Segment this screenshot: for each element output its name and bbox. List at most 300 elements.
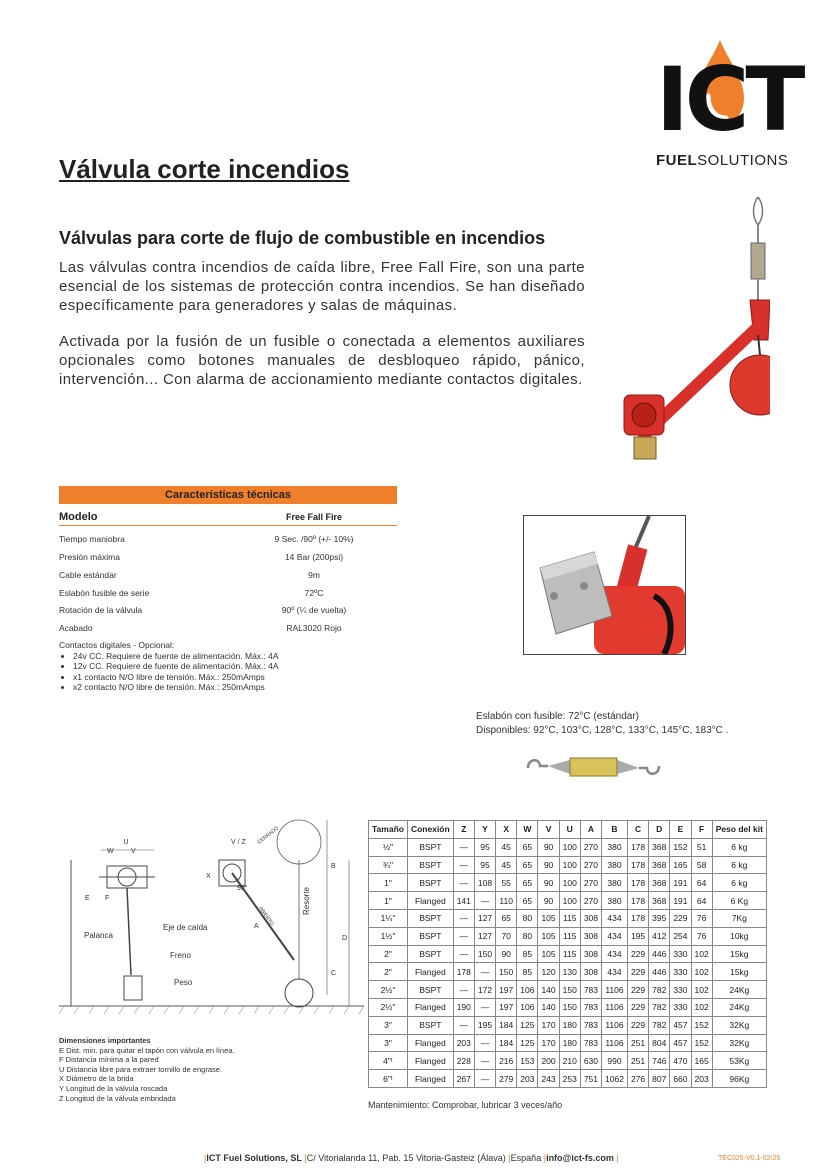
spec-row: Cable estándar 9m [59,570,320,580]
table-cell: 251 [627,1034,648,1052]
intro-paragraph: Las válvulas contra incendios de caída libre, Free Fall Fire, son una parte esencial de los sistemas de protección contra incendios. Se han diseñado específicamente para generadores y salas de máquinas. [59,259,585,314]
dim-u-label: U [123,839,129,846]
table-cell: — [453,945,474,963]
table-row [369,981,767,999]
table-cell: 368 [649,874,670,892]
table-cell: — [453,927,474,945]
table-cell: 90 [538,856,559,874]
table-cell: 127 [474,909,495,927]
dimension-item: Y Longitud de la válvula roscada [59,1083,168,1093]
peso-label: Peso [174,978,193,987]
section-subtitle: Válvulas para corte de flujo de combustible en incendios [59,228,546,248]
table-cell: 229 [627,981,648,999]
table-cell: 330 [670,981,691,999]
model-value: Free Fall Fire [285,512,343,522]
table-header-cell: W [517,821,538,839]
table-cell: 102 [691,963,712,981]
table-cell: 80 [517,927,538,945]
table-row [369,838,767,856]
table-cell: 368 [649,838,670,856]
table-cell: 380 [602,874,628,892]
table-cell: 279 [496,1070,517,1088]
table-cell: 1½" [369,927,408,945]
table-cell: 106 [517,998,538,1016]
table-cell: 782 [649,981,670,999]
table-cell: — [474,1070,495,1088]
logo-ict-text: ICT [656,48,802,151]
dim-e-label: E [85,895,90,902]
spec-row: Eslabón fusible de serie 72ºC [59,588,324,598]
table-cell: 270 [580,892,601,910]
table-cell: — [474,963,495,981]
table-cell: 368 [649,856,670,874]
table-header-cell: X [496,821,517,839]
table-cell: 102 [691,945,712,963]
table-cell: 630 [580,1052,601,1070]
table-cell: 85 [517,963,538,981]
table-cell: 152 [691,1016,712,1034]
table-row [369,927,767,945]
table-cell: 216 [496,1052,517,1070]
table-cell: 434 [602,909,628,927]
table-cell: 24Kg [712,981,766,999]
table-cell: BSPT [407,927,453,945]
table-cell: — [453,856,474,874]
table-cell: 100 [559,874,580,892]
table-cell: 184 [496,1016,517,1034]
table-cell: Flanged [407,963,453,981]
table-cell: 308 [580,927,601,945]
table-cell: 1106 [602,998,628,1016]
table-cell: 308 [580,963,601,981]
table-cell: 178 [627,909,648,927]
table-cell: 165 [691,1052,712,1070]
spec-row: Acabado RAL3020 Rojo [59,623,342,633]
table-cell: 6 Kg [712,892,766,910]
table-cell: — [474,892,495,910]
table-cell: 90 [538,874,559,892]
valve-product-image [620,195,770,475]
table-cell: 64 [691,892,712,910]
fusible-standard: Eslabón con fusible: 72°C (estándar) [476,711,639,722]
footer-company: ICT Fuel Solutions, SL [206,1153,302,1163]
table-cell: 807 [649,1070,670,1088]
table-cell: BSPT [407,838,453,856]
table-cell: 253 [559,1070,580,1088]
dim-w-label: W [107,848,114,855]
table-cell: 195 [474,1016,495,1034]
closed-label: CERRADO [256,825,280,846]
dim-f-label: F [105,895,110,902]
table-cell: 6"ᵗ [369,1070,408,1088]
table-row [369,892,767,910]
table-cell: 2½" [369,998,408,1016]
table-cell: 434 [602,963,628,981]
table-cell: 2" [369,945,408,963]
table-cell: 229 [627,998,648,1016]
maintenance-note: Mantenimiento: Comprobar, lubricar 3 veces/año [368,1100,563,1110]
table-cell: — [453,909,474,927]
table-cell: 170 [538,1016,559,1034]
table-cell: 330 [670,963,691,981]
table-cell: 783 [580,1034,601,1052]
contact-item: • 24v CC. Requiere de fuente de alimentación. Máx.: 4A [73,651,397,662]
table-cell: 76 [691,927,712,945]
table-cell: 1106 [602,981,628,999]
table-cell: 380 [602,856,628,874]
table-cell: 783 [580,981,601,999]
table-cell: BSPT [407,981,453,999]
table-cell: 115 [559,945,580,963]
table-cell: 197 [496,981,517,999]
table-cell: 105 [538,909,559,927]
table-row [369,1052,767,1070]
table-cell: 270 [580,874,601,892]
table-cell: 85 [517,945,538,963]
table-cell: 380 [602,838,628,856]
table-cell: 70 [496,927,517,945]
table-cell: 251 [627,1052,648,1070]
dim-b-label: B [331,863,336,870]
table-cell: 990 [602,1052,628,1070]
digital-contacts [59,640,397,693]
table-header-cell: D [649,821,670,839]
logo-subtitle: FUELSOLUTIONS [656,152,789,169]
table-cell: 153 [517,1052,538,1070]
table-header-cell: F [691,821,712,839]
table-cell: 125 [517,1016,538,1034]
table-cell: 1" [369,874,408,892]
table-cell: 804 [649,1034,670,1052]
table-cell: Flanged [407,998,453,1016]
page-title: Válvula corte incendios [59,154,350,184]
table-cell: 55 [496,874,517,892]
table-cell: 130 [559,963,580,981]
table-cell: 203 [517,1070,538,1088]
table-row [369,945,767,963]
table-cell: — [474,1034,495,1052]
table-cell: 110 [496,892,517,910]
table-cell: BSPT [407,856,453,874]
table-cell: Flanged [407,1052,453,1070]
table-cell: 65 [517,856,538,874]
table-header-cell: Y [474,821,495,839]
table-row [369,1034,767,1052]
table-cell: 1" [369,892,408,910]
table-cell: 10kg [712,927,766,945]
table-cell: 24Kg [712,998,766,1016]
table-cell: 65 [517,874,538,892]
table-cell: 267 [453,1070,474,1088]
table-cell: 32Kg [712,1034,766,1052]
table-cell: 76 [691,909,712,927]
table-cell: 229 [627,945,648,963]
footer-address: C/ Vitorialanda 11, Pab. 15 Vitoria-Gasteiz (Álava) [306,1153,506,1163]
table-cell: 229 [627,963,648,981]
freno-label: Freno [170,951,191,960]
table-cell: 127 [474,927,495,945]
table-cell: BSPT [407,945,453,963]
kit-dimensions-table [368,820,767,1088]
table-cell: 115 [559,909,580,927]
table-row [369,909,767,927]
dimension-item: Z Longitud de la válvula embridada [59,1093,176,1103]
document-code: TEC025-V0.1-02/25 [718,1155,781,1162]
table-cell: 243 [538,1070,559,1088]
table-cell: 58 [691,856,712,874]
table-cell: 178 [627,838,648,856]
dim-v-label: V [131,848,136,855]
table-cell: 1¼" [369,909,408,927]
table-cell: 141 [453,892,474,910]
table-header-cell: Tamaño [369,821,408,839]
table-cell: 270 [580,856,601,874]
table-cell: 90 [538,892,559,910]
table-cell: 178 [453,963,474,981]
table-header-cell: Z [453,821,474,839]
table-cell: 200 [538,1052,559,1070]
table-header-cell: U [559,821,580,839]
table-cell: 120 [538,963,559,981]
table-cell: — [474,998,495,1016]
actuator-photo [523,515,686,655]
table-cell: 228 [453,1052,474,1070]
table-cell: 180 [559,1016,580,1034]
table-header-cell: Conexión [407,821,453,839]
specs-header: Características técnicas [59,486,397,504]
table-cell: 125 [517,1034,538,1052]
table-cell: 150 [496,963,517,981]
dimensions-title: Dimensiones importantes [59,1036,151,1045]
table-cell: 96Kg [712,1070,766,1088]
table-cell: 3" [369,1034,408,1052]
table-cell: 782 [649,998,670,1016]
table-cell: 15kg [712,945,766,963]
table-cell: 7Kg [712,909,766,927]
table-cell: 105 [538,927,559,945]
table-cell: 330 [670,998,691,1016]
spec-row: Tiempo maniobra 9 Sec. /90º (+/- 10%) [59,534,354,544]
dim-vz-label: V / Z [231,839,246,846]
table-cell: 105 [538,945,559,963]
table-cell: 170 [538,1034,559,1052]
table-cell: 412 [649,927,670,945]
table-cell: 191 [670,874,691,892]
important-dimensions [59,1036,235,1103]
contact-item: • x2 contacto N/O libre de tensión. Máx.: 250mAmps [73,682,397,693]
fusible-link-image [526,752,661,782]
table-cell: 434 [602,927,628,945]
table-cell: 95 [474,838,495,856]
table-cell: 434 [602,945,628,963]
table-cell: 80 [517,909,538,927]
table-cell: 65 [517,892,538,910]
table-cell: Flanged [407,1070,453,1088]
table-cell: — [453,838,474,856]
footer-country: España [510,1153,542,1163]
table-cell: 51 [691,838,712,856]
table-row [369,1070,767,1088]
table-cell: 380 [602,892,628,910]
table-cell: 254 [670,927,691,945]
table-cell: 65 [517,838,538,856]
table-cell: 446 [649,963,670,981]
dim-x-label: X [206,873,211,880]
table-row [369,874,767,892]
table-cell: 150 [559,998,580,1016]
table-cell: 203 [691,1070,712,1088]
table-cell: 106 [517,981,538,999]
table-cell: 178 [627,874,648,892]
dimension-item: F Distancia mínima a la pared [59,1055,159,1065]
table-cell: 6 kg [712,838,766,856]
table-row [369,1016,767,1034]
table-header-cell: A [580,821,601,839]
table-cell: 276 [627,1070,648,1088]
table-cell: 115 [559,927,580,945]
table-header-cell: E [670,821,691,839]
contact-item: • 12v CC. Requiere de fuente de alimentación. Máx.: 4A [73,661,397,672]
table-cell: 210 [559,1052,580,1070]
specs-model-row [59,511,397,526]
table-cell: 746 [649,1052,670,1070]
contact-item: • x1 contacto N/O libre de tensión. Máx.: 250mAmps [73,672,397,683]
table-cell: 102 [691,981,712,999]
table-cell: — [453,874,474,892]
table-cell: 102 [691,998,712,1016]
table-cell: 172 [474,981,495,999]
table-cell: 203 [453,1034,474,1052]
table-cell: 751 [580,1070,601,1088]
table-cell: 195 [627,927,648,945]
table-cell: ¾" [369,856,408,874]
table-cell: 53Kg [712,1052,766,1070]
table-cell: 45 [496,856,517,874]
table-cell: 191 [670,892,691,910]
table-cell: 270 [580,838,601,856]
table-cell: 2" [369,963,408,981]
resorte-label: Resorte [302,886,311,915]
table-cell: 95 [474,856,495,874]
fusible-available: Disponibles: 92°C, 103°C, 128°C, 133°C, 145°C, 183°C . [476,725,729,736]
contacts-title: Contactos digitales - Opcional: [59,640,175,650]
table-cell: 308 [580,945,601,963]
angle-label: 90° [237,885,248,892]
table-cell: 178 [627,856,648,874]
model-label: Modelo [59,511,98,523]
footer: |ICT Fuel Solutions, SL |C/ Vitorialanda 11, Pab. 15 Vitoria-Gasteiz (Álava) |España |info@ict-fs.com | [204,1153,619,1163]
table-cell: 457 [670,1016,691,1034]
table-cell: 1106 [602,1016,628,1034]
table-cell: 108 [474,874,495,892]
open-label: ABIERTO [257,905,275,927]
table-cell: 178 [627,892,648,910]
palanca-label: Palanca [84,931,113,940]
dimension-item: E Dist. min. para quitar el tapón con válvula en línea. [59,1045,235,1055]
table-cell: 65 [496,909,517,927]
table-cell: 4"ᵗ [369,1052,408,1070]
dimension-item: X Diámetro de la brida [59,1074,134,1084]
table-header-cell: B [602,821,628,839]
table-cell: 6 kg [712,874,766,892]
table-header-cell: Peso del kit [712,821,766,839]
table-cell: 782 [649,1016,670,1034]
dimension-item: U Distancia libre para extraer tornillo de engrase. [59,1064,222,1074]
fusible-link-info [476,710,728,738]
table-cell: 150 [559,981,580,999]
table-cell: 1106 [602,1034,628,1052]
table-header-cell: V [538,821,559,839]
table-cell: 150 [474,945,495,963]
table-cell: 152 [691,1034,712,1052]
table-cell: ½" [369,838,408,856]
table-cell: 1062 [602,1070,628,1088]
table-cell: 190 [453,998,474,1016]
table-cell: 32Kg [712,1016,766,1034]
company-logo [652,38,802,173]
table-cell: 90 [538,838,559,856]
footer-email[interactable]: info@ict-fs.com [546,1153,614,1163]
table-cell: BSPT [407,909,453,927]
table-header-row [369,821,767,839]
table-cell: 140 [538,981,559,999]
table-cell: 660 [670,1070,691,1088]
table-cell: 184 [496,1034,517,1052]
table-cell: 152 [670,838,691,856]
table-cell: Flanged [407,892,453,910]
table-cell: — [453,981,474,999]
table-cell: 100 [559,838,580,856]
table-cell: 368 [649,892,670,910]
table-cell: 3" [369,1016,408,1034]
table-cell: BSPT [407,1016,453,1034]
dim-c-label: C [331,970,337,977]
table-cell: 90 [496,945,517,963]
eje-label: Eje de caída [163,923,208,932]
table-cell: 783 [580,1016,601,1034]
table-cell: 395 [649,909,670,927]
table-header-cell: C [627,821,648,839]
table-cell: 229 [670,909,691,927]
technical-diagram [59,800,364,1032]
table-cell: 2½" [369,981,408,999]
table-cell: 6 kg [712,856,766,874]
table-cell: — [474,1052,495,1070]
spec-row: Rotación de la válvula 90º (¼ de vuelta) [59,605,347,615]
spec-row: Presión máxima 14 Bar (200psi) [59,552,344,562]
table-cell: 457 [670,1034,691,1052]
table-row [369,963,767,981]
table-row [369,998,767,1016]
table-cell: 64 [691,874,712,892]
table-cell: 45 [496,838,517,856]
table-cell: 229 [627,1016,648,1034]
table-cell: 470 [670,1052,691,1070]
table-cell: 330 [670,945,691,963]
table-cell: 140 [538,998,559,1016]
table-cell: 783 [580,998,601,1016]
table-cell: 15kg [712,963,766,981]
table-cell: 100 [559,892,580,910]
table-cell: 446 [649,945,670,963]
table-cell: Flanged [407,1034,453,1052]
dim-a-label: A [254,923,259,930]
dim-d-label: D [342,935,348,942]
table-cell: — [453,1016,474,1034]
table-cell: 100 [559,856,580,874]
table-row [369,856,767,874]
activation-paragraph: Activada por la fusión de un fusible o conectada a elementos auxiliares opcionales como botones manuales de desbloqueo rápido, pánico, intervención... Con alarma de accionamiento mediante contactos digitales. [59,333,585,388]
